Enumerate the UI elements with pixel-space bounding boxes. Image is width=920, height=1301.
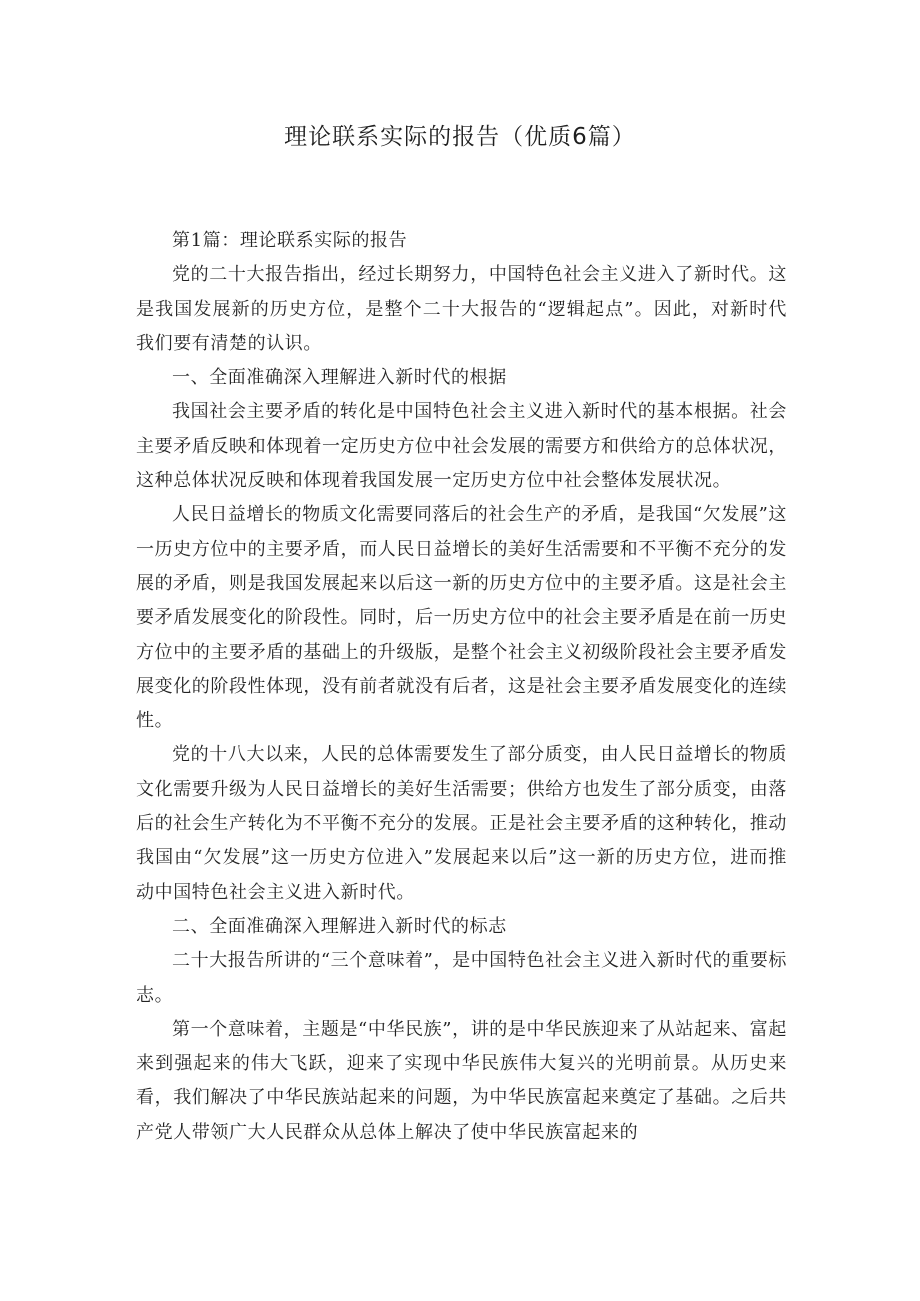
paragraph: 第一个意味着，主题是“中华民族”，讲的是中华民族迎来了从站起来、富起来到强起来的伟大飞跃，迎来了实现中华民族伟大复兴的光明前景。从历史来看，我们解决了中华民族站起来的问题，为中华民族富起来奠定了基础。之后共产党人带领广大人民群众从总体上解决了使中华民族富起来的	[136, 1018, 787, 1143]
document-title: 理论联系实际的报告（优质6篇）	[284, 124, 636, 150]
section-heading-1: 一、全面准确深入理解进入新时代的根据	[172, 367, 507, 389]
paragraph: 二十大报告所讲的“三个意味着”，是中国特色社会主义进入新时代的重要标志。	[136, 950, 787, 1006]
paragraph: 党的十八大以来，人民的总体需要发生了部分质变，由人民日益增长的物质文化需要升级为人民日益增长的美好生活需要；供给方也发生了部分质变，由落后的社会生产转化为不平衡不充分的发展。正是社会主要矛盾的这种转化，推动我国由“欠发展”这一历史方位进入”发展起来以后”这一新的历史方位，进而推动中国特色社会主义进入新时代。	[136, 744, 787, 903]
document-body	[136, 224, 787, 1150]
paragraph: 我国社会主要矛盾的转化是中国特色社会主义进入新时代的基本根据。社会主要矛盾反映和体现着一定历史方位中社会发展的需要方和供给方的总体状况，这种总体状况反映和体现着我国发展一定历史方位中社会整体发展状况。	[136, 401, 787, 492]
paragraph-intro: 党的二十大报告指出，经过长期努力，中国特色社会主义进入了新时代。这是我国发展新的历史方位，是整个二十大报告的“逻辑起点”。因此，对新时代我们要有清楚的认识。	[136, 264, 787, 354]
section-heading-2: 二、全面准确深入理解进入新时代的标志	[172, 915, 507, 937]
paragraph: 人民日益增长的物质文化需要同落后的社会生产的矛盾，是我国“欠发展”这一历史方位中的主要矛盾，而人民日益增长的美好生活需要和不平衡不充分的发展的矛盾，则是我国发展起来以后这一新的历史方位中的主要矛盾。这是社会主要矛盾发展变化的阶段性。同时，后一历史方位中的社会主要矛盾是在前一历史方位中的主要矛盾的基础上的升级版，是整个社会主义初级阶段社会主要矛盾发展变化的阶段性体现，没有前者就没有后者，这是社会主要矛盾发展变化的连续性。	[136, 504, 787, 732]
chapter-heading: 第1篇：理论联系实际的报告	[172, 230, 408, 251]
